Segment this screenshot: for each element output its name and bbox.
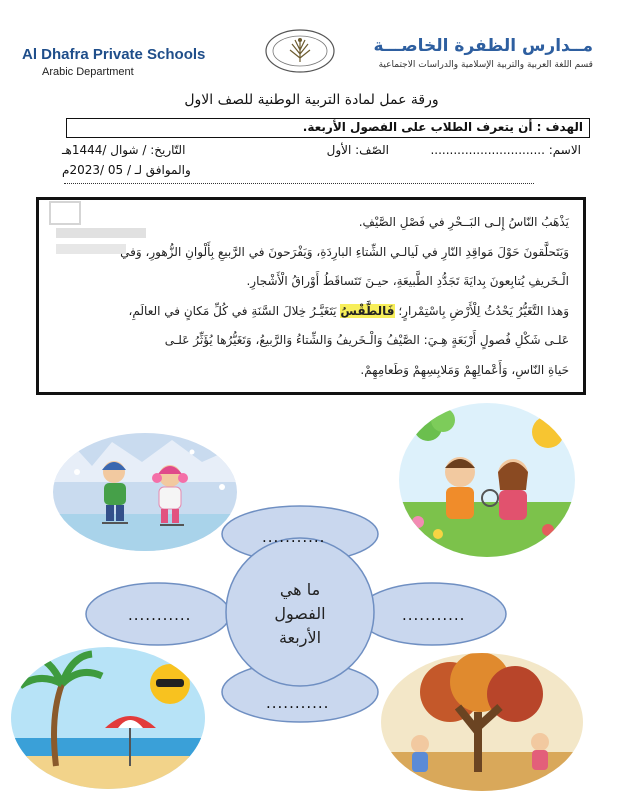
- passage-line: يَذْهَبُ النّاسُ إِلـى البَــحْرِ في فَصْلِ الصَّيْفِ.: [358, 215, 569, 229]
- worksheet-title: ورقة عمل لمادة التربية الوطنية للصف الاول: [184, 92, 439, 108]
- passage-fragment: وَهذا التَّغَيُّرُ يَحْدُثُ لِلْأَرْضِ بِاسْتِمْرارٍ؛: [398, 303, 569, 318]
- passage-line: عَلـى شَكْلِ فُصولٍ أَرْبَعَةٍ هِـيَ: الصَّيْفُ وَالْـخَريفُ وَالشِّتاءُ وَالرَّبيعُ، وَتَغَيُّرُها يُؤَثِّرُ عَلـى: [164, 333, 569, 347]
- top-answer-blank[interactable]: ...........: [262, 528, 326, 546]
- name-field[interactable]: الاسم: ..............................: [430, 143, 581, 157]
- center-question-line: الأربعة: [278, 628, 322, 647]
- highlighted-word: فَالطَّقْسُ: [340, 303, 395, 318]
- corresponding-date-label: والموافق لـ / 05 /2023م: [62, 163, 191, 177]
- goal-text: الهدف : أن يتعرف الطلاب على الفصول الأربعة.: [302, 120, 583, 134]
- school-name-arabic: مــدارس الظفرة الخاصـــة: [373, 36, 593, 56]
- department-arabic: قسم اللغة العربية والتربية الإسلامية والدراسات الاجتماعية: [378, 60, 593, 70]
- grade-label: الصّف: الأول: [326, 143, 389, 157]
- center-question: [246, 578, 354, 650]
- left-answer-blank[interactable]: ...........: [128, 606, 192, 624]
- passage-line: حَياةِ النّاسِ، وَأَعْمالِهِمْ وَمَلابِسِهِمْ وَطَعامِهِمْ.: [360, 362, 569, 377]
- date-label: التّاريخ: / شوال /1444هـ: [62, 143, 186, 157]
- passage-line: الْـخَريفِ يُتابِعونَ بِدايَةَ تَجَدُّدِ الطَّبيعَةِ، حيـنَ تَتَساقَطُ أَوْراقُ الْأَشْجارِ.: [246, 274, 569, 288]
- bottom-answer-blank[interactable]: ...........: [266, 694, 330, 712]
- right-answer-blank[interactable]: ...........: [402, 606, 466, 624]
- passage-fragment: يَتَغَيَّـرُ خِلالَ السَّنَةِ في كُلِّ مَكانٍ في العالَمِ،: [128, 303, 337, 318]
- center-question-line: الفصول: [274, 604, 326, 623]
- school-name-english: Al Dhafra Private Schools: [22, 46, 206, 63]
- center-question-line: ما هي: [279, 580, 321, 599]
- department-english: Arabic Department: [42, 66, 134, 78]
- passage-line: وَيَتَحلَّقونَ حَوْلَ مَواقِدِ النّارِ في لَيالـي الشِّتاءِ البارِدَةِ، وَيَفْرَحونَ في الرَّبيعِ بِأَلْوانِ الزُّهورِ، وَفي: [120, 244, 569, 259]
